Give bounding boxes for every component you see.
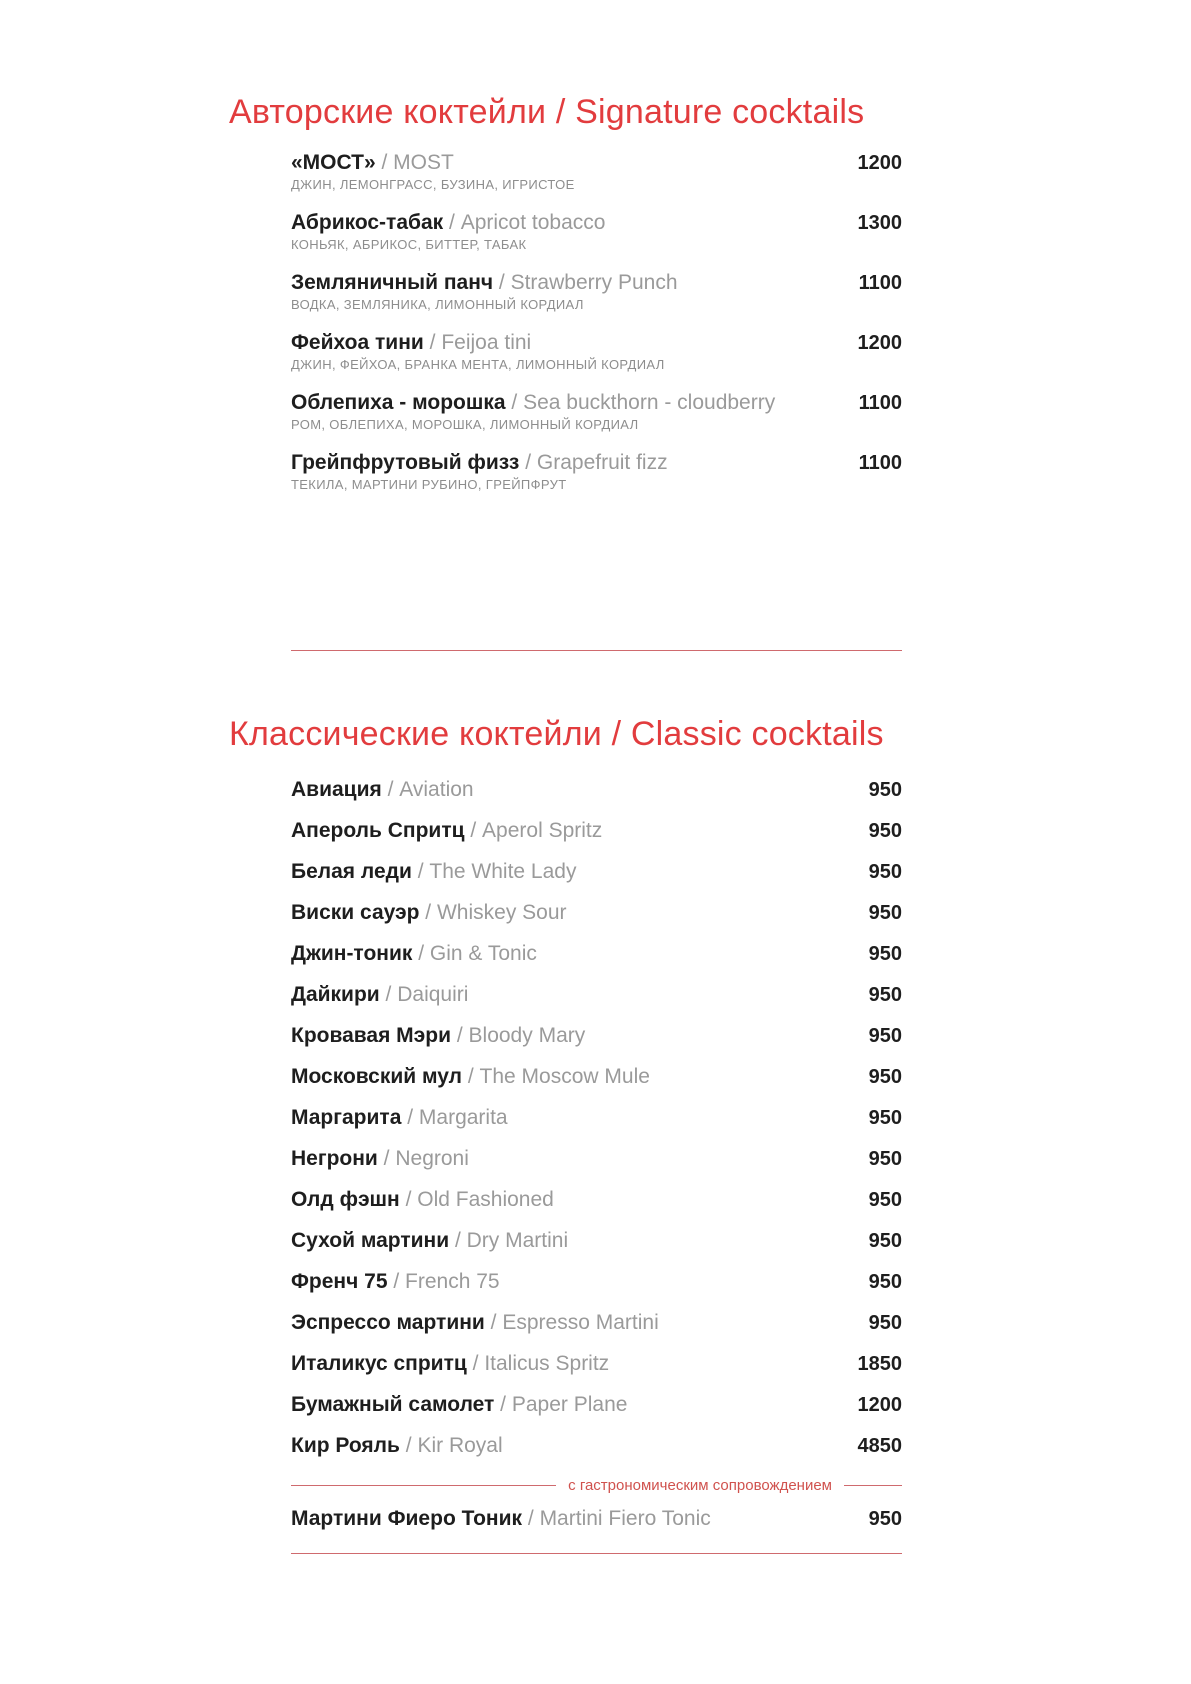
- menu-item-row: [291, 271, 902, 295]
- item-price: 950: [868, 1148, 902, 1170]
- item-price: 950: [868, 902, 902, 924]
- item-name-separator: /: [451, 1024, 469, 1047]
- item-name-separator: /: [493, 271, 511, 294]
- menu-item-row: [291, 1229, 902, 1253]
- item-name-en: Strawberry Punch: [510, 271, 678, 294]
- menu-item: [291, 1229, 902, 1253]
- item-price: 950: [868, 984, 902, 1006]
- menu-item-name: [291, 1229, 568, 1253]
- classic-items-after-note-list: [291, 1507, 902, 1531]
- item-name-en: French 75: [405, 1270, 500, 1293]
- menu-item-name: [291, 1393, 627, 1417]
- item-name-separator: /: [449, 1229, 467, 1252]
- menu-item-name: [291, 860, 576, 884]
- item-ingredients: РОМ, ОБЛЕПИХА, МОРОШКА, ЛИМОННЫЙ КОРДИАЛ: [291, 417, 639, 432]
- menu-item-row: [291, 1393, 902, 1417]
- item-price: 1200: [857, 152, 902, 174]
- item-name-en: Paper Plane: [511, 1393, 628, 1416]
- item-name-separator: /: [484, 1311, 503, 1334]
- menu-item: [291, 1024, 902, 1048]
- menu-item-row: [291, 151, 902, 175]
- item-name-separator: /: [505, 391, 524, 414]
- menu-item-name: [291, 778, 474, 802]
- menu-item-name: [291, 271, 678, 295]
- menu-item: [291, 1188, 902, 1212]
- item-price: 1200: [857, 1394, 902, 1416]
- item-name-separator: /: [443, 211, 461, 234]
- menu-item-name: [291, 1311, 659, 1335]
- section-title-classic: Классические коктейли / Classic cocktails: [229, 715, 884, 753]
- item-name-ru: Апероль Спритц: [291, 819, 465, 842]
- item-name-en: Whiskey Sour: [436, 901, 567, 924]
- menu-item-name: [291, 1507, 711, 1531]
- item-name-en: Kir Royal: [417, 1434, 503, 1457]
- menu-item: [291, 271, 902, 313]
- item-name-ru: Эспрессо мартини: [291, 1311, 485, 1334]
- item-name-en: Dry Martini: [466, 1229, 569, 1252]
- menu-item-name: [291, 391, 775, 415]
- item-name-en: Martini Fiero Tonic: [539, 1507, 711, 1530]
- item-ingredients: ДЖИН, ЛЕМОНГРАСС, БУЗИНА, ИГРИСТОЕ: [291, 177, 575, 192]
- menu-item-name: [291, 1188, 554, 1212]
- item-name-ru: Кровавая Мэри: [291, 1024, 452, 1047]
- item-name-ru: Кир Рояль: [291, 1434, 400, 1457]
- item-price: 1100: [858, 392, 902, 414]
- item-ingredients: КОНЬЯК, АБРИКОС, БИТТЕР, ТАБАК: [291, 237, 527, 252]
- item-name-en: Aperol Spritz: [482, 819, 603, 842]
- menu-item: [291, 860, 902, 884]
- menu-item-row: [291, 901, 902, 925]
- menu-item-name: [291, 1147, 469, 1171]
- item-ingredients: ТЕКИЛА, МАРТИНИ РУБИНО, ГРЕЙПФРУТ: [291, 477, 567, 492]
- menu-item-name: [291, 1024, 585, 1048]
- item-name-en: Apricot tobacco: [460, 211, 606, 234]
- menu-item-row: [291, 1434, 902, 1458]
- item-name-en: Feijoa tini: [441, 331, 532, 354]
- item-name-ru: Негрони: [291, 1147, 378, 1170]
- item-name-en: Aviation: [399, 778, 474, 801]
- item-name-separator: /: [401, 1106, 419, 1129]
- menu-item-row: [291, 942, 902, 966]
- item-name-ru: Земляничный панч: [291, 271, 494, 294]
- item-name-ru: Дайкири: [291, 983, 380, 1006]
- item-price: 950: [868, 1025, 902, 1047]
- item-price: 950: [868, 1271, 902, 1293]
- item-name-separator: /: [387, 1270, 406, 1293]
- menu-item: [291, 1065, 902, 1089]
- item-name-ru: «МОСТ»: [291, 151, 376, 174]
- item-name-separator: /: [411, 860, 430, 883]
- item-name-en: Daiquiri: [397, 983, 469, 1006]
- item-name-ru: Облепиха - морошка: [291, 391, 506, 414]
- section-divider-rule: [291, 650, 902, 651]
- item-price: 1100: [858, 452, 902, 474]
- item-price: 1850: [857, 1353, 902, 1375]
- menu-item: [291, 983, 902, 1007]
- item-name-en: The White Lady: [429, 860, 577, 883]
- item-price: 1200: [857, 332, 902, 354]
- menu-item-name: [291, 983, 468, 1007]
- menu-item-row: [291, 1106, 902, 1130]
- item-price: 950: [868, 820, 902, 842]
- item-name-ru: Авиация: [291, 778, 382, 801]
- item-name-ru: Сухой мартини: [291, 1229, 450, 1252]
- item-name-separator: /: [494, 1393, 512, 1416]
- menu-item-row: [291, 211, 902, 235]
- item-name-ru: Мартини Фиеро Тоник: [291, 1507, 523, 1530]
- item-ingredients: ДЖИН, ФЕЙХОА, БРАНКА МЕНТА, ЛИМОННЫЙ КОРДИАЛ: [291, 357, 665, 372]
- item-name-separator: /: [375, 151, 394, 174]
- item-name-en: Old Fashioned: [417, 1188, 554, 1211]
- item-name-ru: Абрикос-табак: [291, 211, 444, 234]
- item-name-separator: /: [462, 1065, 480, 1088]
- menu-item-name: [291, 1352, 609, 1376]
- cocktail-menu-page: [229, 92, 902, 1554]
- menu-item-row: [291, 819, 902, 843]
- menu-item-row: [291, 778, 902, 802]
- item-name-separator: /: [466, 1352, 485, 1375]
- item-name-ru: Маргарита: [291, 1106, 402, 1129]
- menu-item: [291, 1311, 902, 1335]
- item-price: 950: [868, 1508, 902, 1530]
- menu-item-row: [291, 1507, 902, 1531]
- item-name-ru: Фейхоа тини: [291, 331, 424, 354]
- item-name-ru: Бумажный самолет: [291, 1393, 495, 1416]
- menu-item-name: [291, 942, 537, 966]
- item-name-en: Grapefruit fizz: [536, 451, 668, 474]
- menu-item-name: [291, 1106, 508, 1130]
- menu-item-row: [291, 860, 902, 884]
- menu-item-row: [291, 1024, 902, 1048]
- item-price: 1100: [858, 272, 902, 294]
- menu-item-name: [291, 1270, 500, 1294]
- item-price: 950: [868, 1312, 902, 1334]
- item-name-en: Margarita: [418, 1106, 508, 1129]
- menu-item-row: [291, 1270, 902, 1294]
- note-divider-line-right: [844, 1485, 902, 1486]
- item-name-en: Espresso Martini: [502, 1311, 659, 1334]
- menu-item: [291, 1434, 902, 1458]
- gastro-note-divider: [291, 1475, 902, 1495]
- item-name-separator: /: [522, 1507, 540, 1530]
- menu-item: [291, 1507, 902, 1531]
- item-name-separator: /: [399, 1188, 418, 1211]
- item-name-ru: Френч 75: [291, 1270, 388, 1293]
- item-name-separator: /: [377, 1147, 396, 1170]
- item-price: 950: [868, 1189, 902, 1211]
- section-title-signature: Авторские коктейли / Signature cocktails: [229, 93, 865, 131]
- menu-item-name: [291, 451, 668, 475]
- menu-item: [291, 1270, 902, 1294]
- menu-item: [291, 1106, 902, 1130]
- item-name-en: Italicus Spritz: [484, 1352, 610, 1375]
- menu-item: [291, 819, 902, 843]
- menu-item-name: [291, 331, 531, 355]
- item-price: 4850: [857, 1435, 902, 1457]
- menu-item-row: [291, 1065, 902, 1089]
- item-name-en: MOST: [393, 151, 454, 174]
- menu-item-row: [291, 983, 902, 1007]
- item-name-separator: /: [381, 778, 400, 801]
- item-name-separator: /: [419, 901, 437, 924]
- menu-item: [291, 942, 902, 966]
- item-price: 950: [868, 779, 902, 801]
- menu-item-row: [291, 391, 902, 415]
- menu-item: [291, 331, 902, 373]
- item-name-separator: /: [399, 1434, 418, 1457]
- menu-item: [291, 211, 902, 253]
- menu-item-name: [291, 1434, 503, 1458]
- item-price: 950: [868, 1107, 902, 1129]
- menu-item: [291, 451, 902, 493]
- classic-items-list: [291, 778, 902, 1458]
- item-name-en: Sea buckthorn - cloudberry: [523, 391, 776, 414]
- menu-item-row: [291, 1352, 902, 1376]
- item-name-ru: Виски сауэр: [291, 901, 420, 924]
- menu-item: [291, 1147, 902, 1171]
- bottom-rule: [291, 1553, 902, 1554]
- item-name-ru: Олд фэшн: [291, 1188, 400, 1211]
- note-divider-line-left: [291, 1485, 556, 1486]
- item-price: 950: [868, 1230, 902, 1252]
- menu-item-row: [291, 1311, 902, 1335]
- menu-item-name: [291, 819, 602, 843]
- item-name-ru: Московский мул: [291, 1065, 463, 1088]
- menu-item-name: [291, 211, 605, 235]
- menu-item-name: [291, 1065, 650, 1089]
- item-price: 950: [868, 1066, 902, 1088]
- menu-item-name: [291, 151, 454, 175]
- item-price: 950: [868, 943, 902, 965]
- menu-item: [291, 151, 902, 193]
- item-name-separator: /: [519, 451, 537, 474]
- item-name-en: Bloody Mary: [468, 1024, 586, 1047]
- item-name-separator: /: [423, 331, 442, 354]
- item-ingredients: ВОДКА, ЗЕМЛЯНИКА, ЛИМОННЫЙ КОРДИАЛ: [291, 297, 584, 312]
- item-name-ru: Грейпфрутовый физз: [291, 451, 520, 474]
- signature-items-list: [291, 151, 902, 493]
- menu-item-row: [291, 331, 902, 355]
- gastro-note-text: с гастрономическим сопровождением: [568, 1476, 832, 1494]
- menu-item: [291, 901, 902, 925]
- item-name-ru: Белая леди: [291, 860, 412, 883]
- item-name-en: Gin & Tonic: [429, 942, 537, 965]
- item-name-ru: Италикус спритц: [291, 1352, 467, 1375]
- item-name-separator: /: [412, 942, 430, 965]
- item-name-ru: Джин-тоник: [291, 942, 413, 965]
- item-name-separator: /: [379, 983, 398, 1006]
- menu-item: [291, 778, 902, 802]
- menu-item-row: [291, 451, 902, 475]
- menu-item-row: [291, 1188, 902, 1212]
- item-name-separator: /: [464, 819, 483, 842]
- item-price: 950: [868, 861, 902, 883]
- menu-item: [291, 1352, 902, 1376]
- item-name-en: Negroni: [395, 1147, 469, 1170]
- item-name-en: The Moscow Mule: [479, 1065, 650, 1088]
- menu-item: [291, 1393, 902, 1417]
- item-price: 1300: [857, 212, 902, 234]
- menu-item: [291, 391, 902, 433]
- menu-item-row: [291, 1147, 902, 1171]
- menu-item-name: [291, 901, 567, 925]
